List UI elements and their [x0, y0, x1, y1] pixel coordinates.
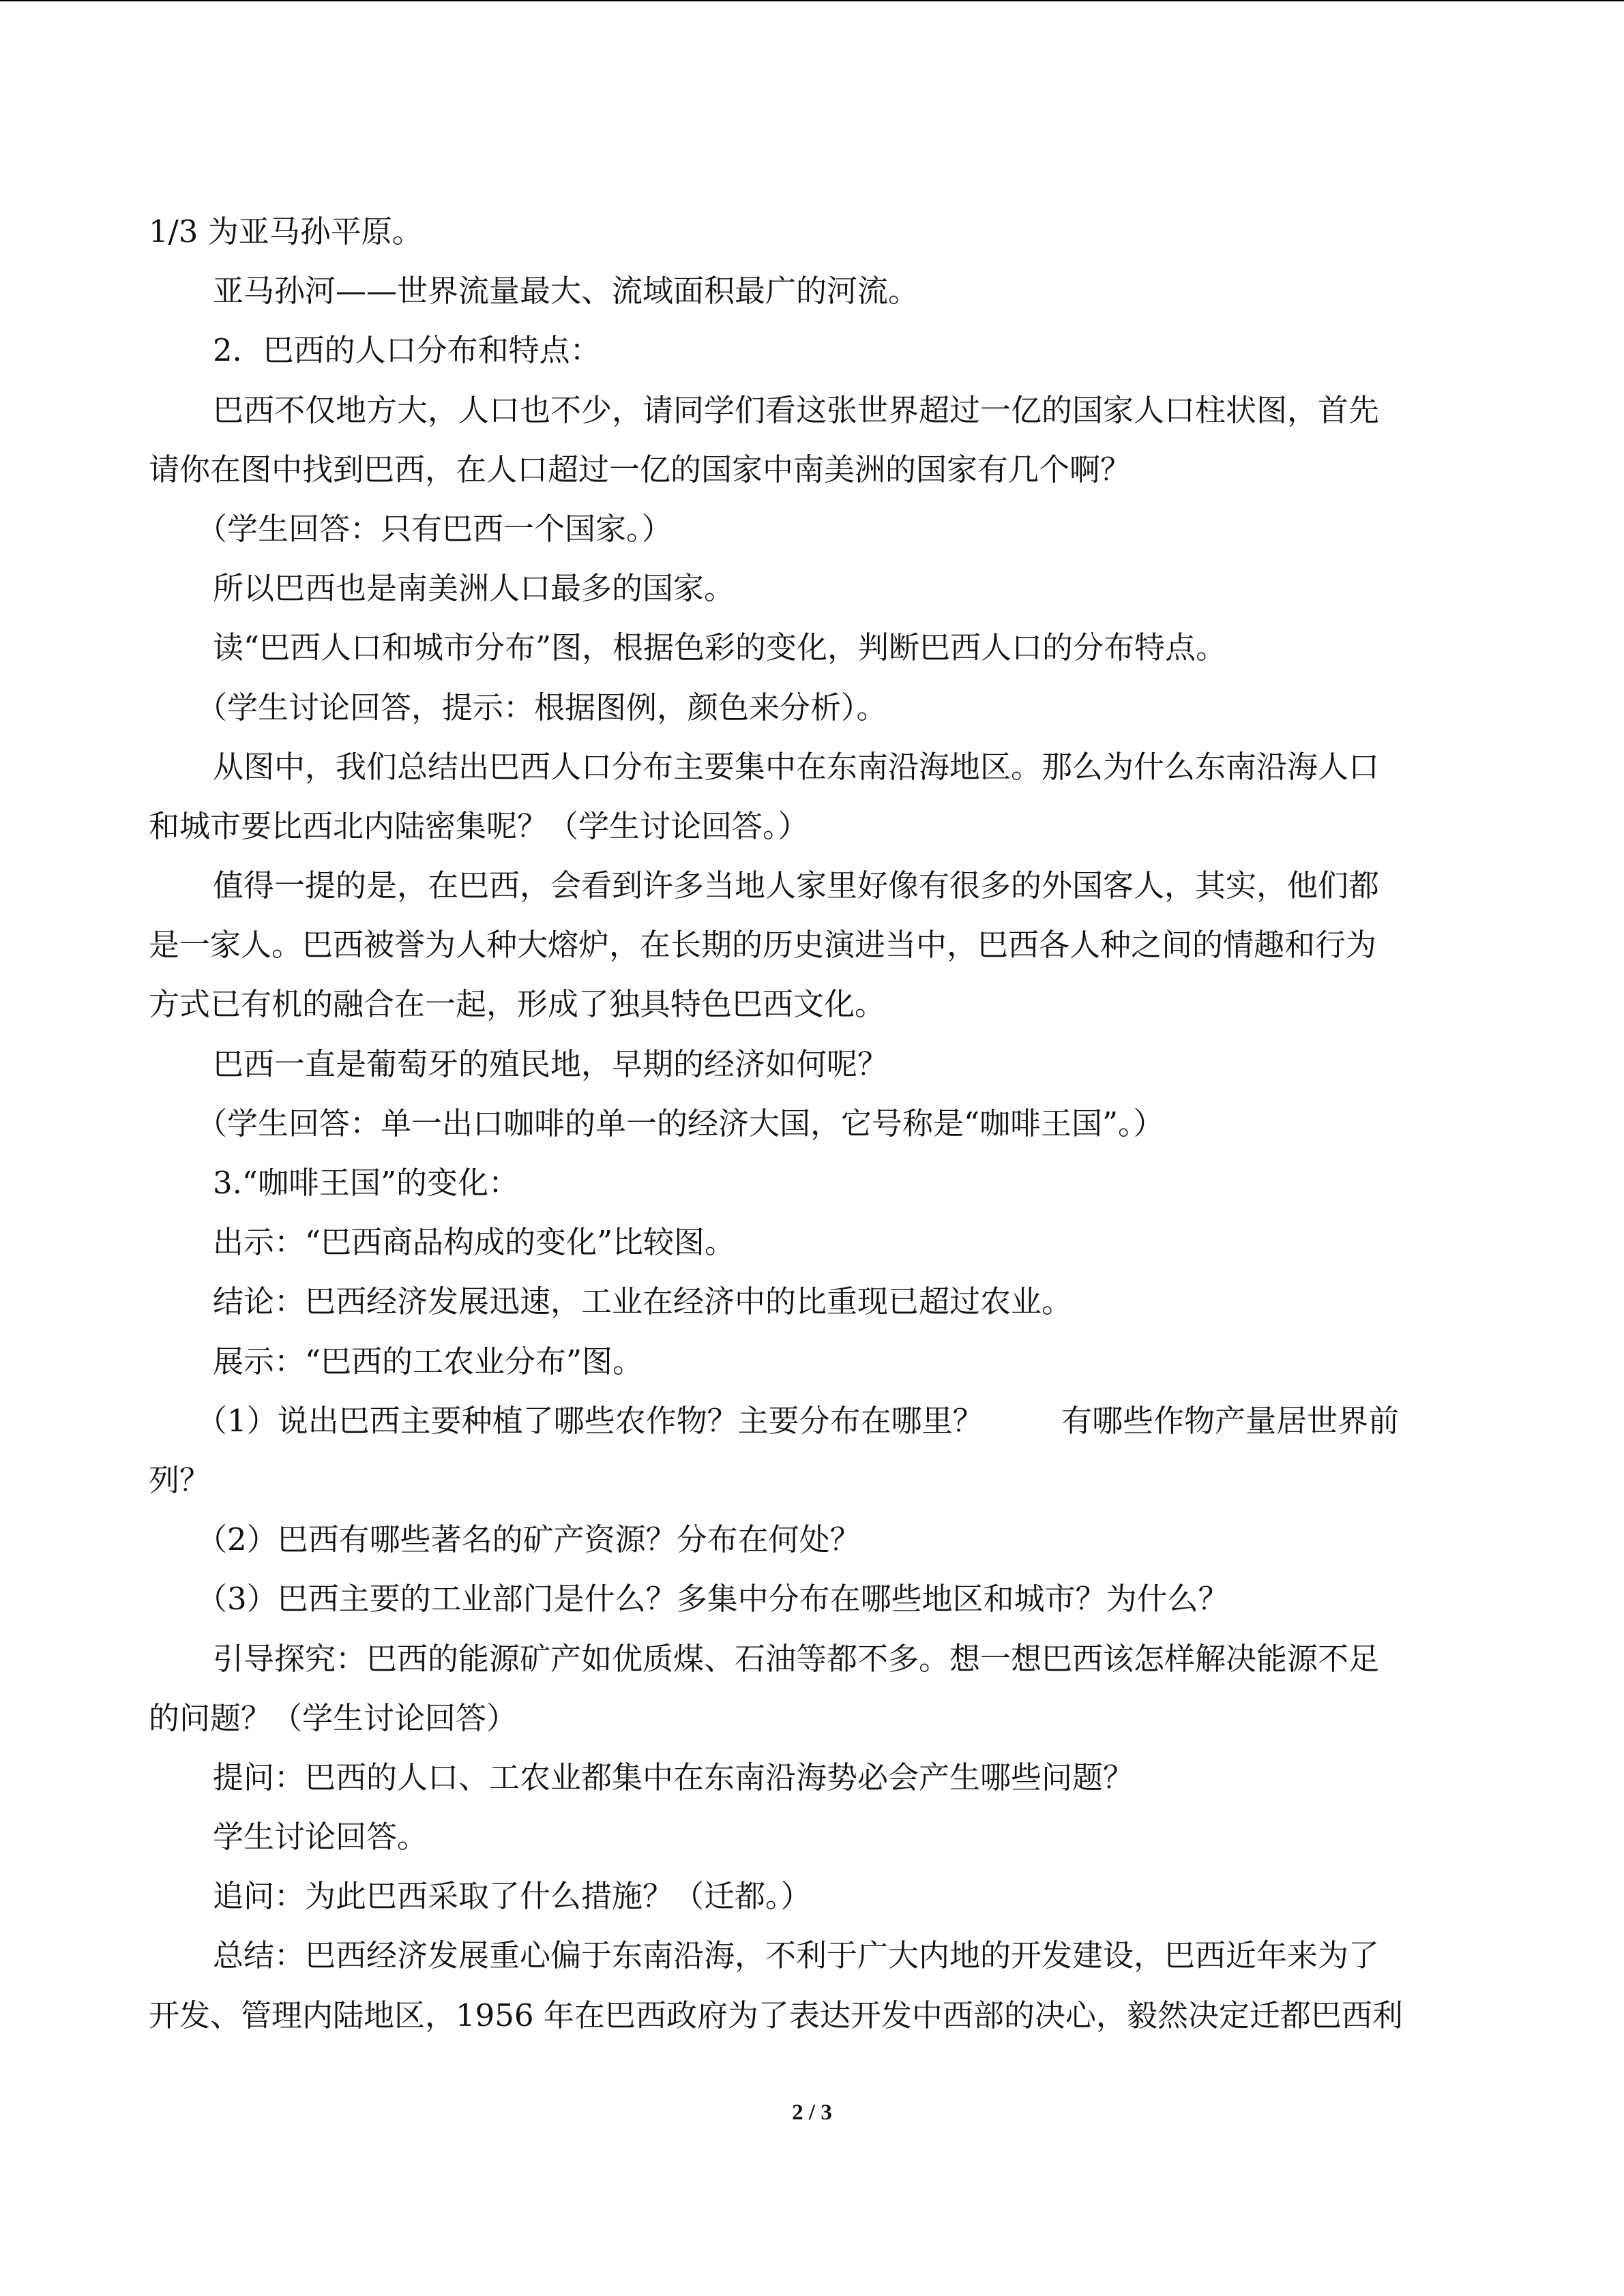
text-line: （学生回答：单一出口咖啡的单一的经济大国，它号称是“咖啡王国”。） — [196, 1105, 1164, 1142]
text-line: 3.“咖啡王国”的变化： — [213, 1165, 519, 1201]
text-line: 展示：“巴西的工农业分布”图。 — [213, 1343, 644, 1380]
text-line: 巴西不仅地方大，人口也不少，请同学们看这张世界超过一亿的国家人口柱状图，首先 — [213, 391, 1380, 428]
text-line: 提问：巴西的人口、工农业都集中在东南沿海势必会产生哪些问题？ — [213, 1759, 1134, 1795]
text-line: 所以巴西也是南美洲人口最多的国家。 — [213, 570, 735, 607]
text-line: 和城市要比西北内陆密集呢？（学生讨论回答。） — [149, 807, 809, 844]
text-line: （1）说出巴西主要种植了哪些农作物？主要分布在哪里？ 有哪些作物产量居世界前 — [196, 1402, 1400, 1439]
text-line: 列？ — [149, 1461, 211, 1498]
text-line: 亚马孙河——世界流量最大、流域面积最广的河流。 — [213, 273, 919, 310]
text-line: 学生讨论回答。 — [213, 1819, 428, 1855]
text-line: 方式已有机的融合在一起，形成了独具特色巴西文化。 — [149, 986, 886, 1023]
text-line: 巴西一直是葡萄牙的殖民地，早期的经济如何呢？ — [213, 1045, 889, 1082]
text-line: 从图中，我们总结出巴西人口分布主要集中在东南沿海地区。那么为什么东南沿海人口 — [213, 748, 1380, 785]
text-line: 的问题？（学生讨论回答） — [149, 1699, 518, 1736]
text-line: 是一家人。巴西被誉为人种大熔炉，在长期的历史演进当中，巴西各人种之间的情趣和行为 — [149, 927, 1377, 964]
header-rule — [0, 0, 1624, 1]
text-line: 2．巴西的人口分布和特点： — [213, 332, 601, 369]
text-line: 读“巴西人口和城市分布”图，根据色彩的变化，判断巴西人口的分布特点。 — [213, 629, 1227, 666]
text-line: 结论：巴西经济发展迅速，工业在经济中的比重现已超过农业。 — [213, 1283, 1073, 1320]
text-line: （3）巴西主要的工业部门是什么？多集中分布在哪些地区和城市？为什么？ — [196, 1581, 1229, 1617]
text-line: 引导探究：巴西的能源矿产如优质煤、石油等都不多。想一想巴西该怎样解决能源不足 — [213, 1640, 1380, 1677]
document-body — [149, 202, 1471, 2045]
text-line: 总结：巴西经济发展重心偏于东南沿海，不利于广大内地的开发建设，巴西近年来为了 — [213, 1937, 1380, 1974]
text-line: （学生回答：只有巴西一个国家。） — [196, 510, 673, 547]
text-line: 请你在图中找到巴西，在人口超过一亿的国家中南美洲的国家有几个啊？ — [149, 451, 1132, 488]
text-line: 1/3 为亚马孙平原。 — [149, 213, 423, 250]
text-line: 出示：“巴西商品构成的变化”比较图。 — [213, 1224, 736, 1261]
text-line: （2）巴西有哪些著名的矿产资源？分布在何处？ — [196, 1521, 861, 1558]
page-number: 2 / 3 — [792, 2100, 832, 2125]
text-line: 追问：为此巴西采取了什么措施？（迁都。） — [213, 1878, 812, 1915]
text-line: 值得一提的是，在巴西，会看到许多当地人家里好像有很多的外国客人，其实，他们都 — [213, 867, 1380, 904]
text-line: 开发、管理内陆地区，1956 年在巴西政府为了表达开发中西部的决心，毅然决定迁都巴西利 — [149, 1997, 1403, 2033]
text-line: （学生讨论回答，提示：根据图例，颜色来分析）。 — [196, 689, 887, 726]
